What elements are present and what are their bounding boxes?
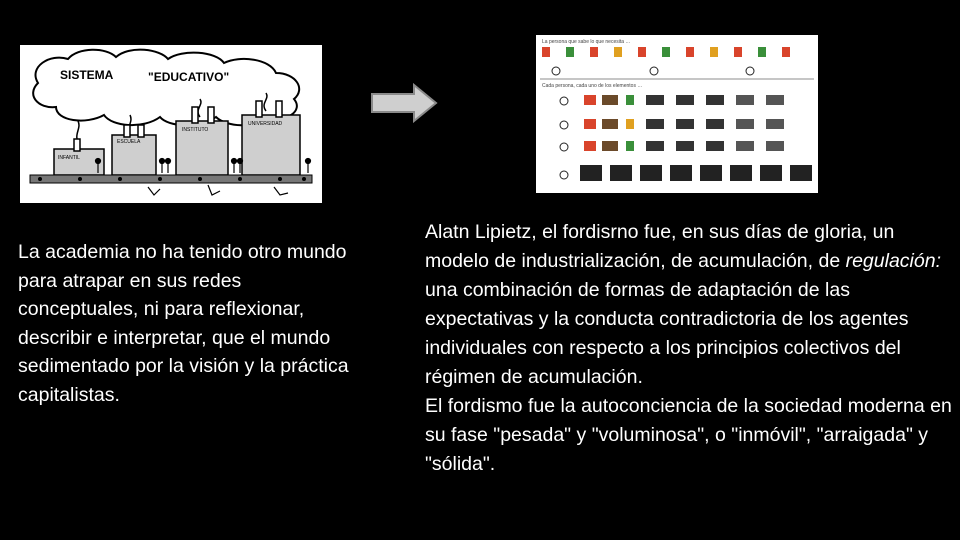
factory-label-universidad: UNIVERSIDAD [248, 121, 283, 127]
left-paragraph: La academia no ha tenido otro mundo para atrapar en sus redes conceptuales, ni para reflexionar, describir e interpretar, que el mundo sedimentado por la visión y la práctica capitalistas. [18, 241, 349, 406]
diagram-row-text: Cada persona, cada uno de los elementos … [542, 83, 643, 89]
right-text-block [425, 218, 955, 479]
right-paragraph-2: El fordismo fue la autoconciencia de la sociedad moderna en su fase "pesada" y "voluminosa", o "inmóvil", "arraigada" y "sólida". [425, 395, 952, 475]
fordism-production-diagram [536, 35, 818, 193]
right-paragraph-1 [425, 218, 955, 392]
p1-emphasis: regulación: [845, 250, 941, 272]
p1-text-end: una combinación de formas de adaptación de las expectativas y la conducta contradictoria de los agentes individuales con respecto a los principios colectivos del régimen de acumulación. [425, 279, 909, 388]
diagram-header-text: La persona que sabe lo que necesita … [542, 39, 631, 45]
factory-label-instituto: INSTITUTO [182, 127, 209, 133]
factory-label-infantil: INFANTIL [58, 155, 80, 161]
cloud-text-sistema: SISTEMA [60, 68, 114, 82]
right-arrow-icon [370, 83, 438, 123]
education-system-cartoon [20, 45, 322, 203]
factory-label-escuela: ESCUELA [117, 139, 141, 145]
p1-text-start: Alatn Lipietz, el fordisrno fue, en sus días de gloria, un modelo de industrialización, de acumulación, de [425, 221, 895, 272]
cloud-text-educativo: "EDUCATIVO" [148, 70, 230, 84]
